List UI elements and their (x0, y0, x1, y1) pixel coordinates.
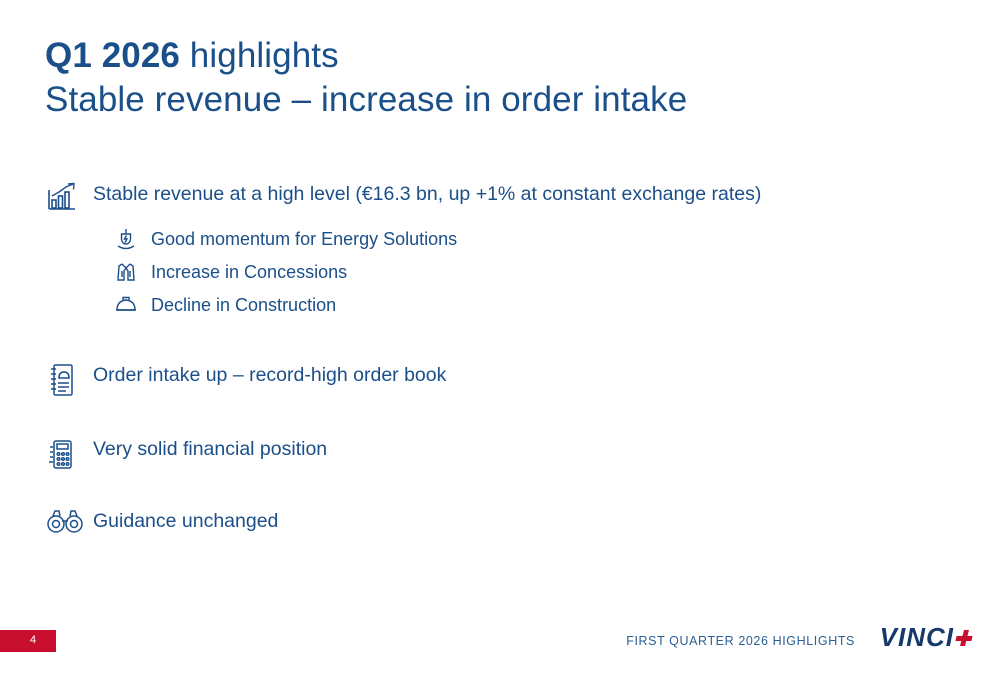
list-item-label: Good momentum for Energy Solutions (151, 229, 458, 249)
list-item-label: Order intake up – record-high order book (93, 364, 447, 386)
title-line-1 (45, 34, 945, 78)
list-item (45, 433, 955, 473)
page-number: 4 (30, 634, 37, 646)
list-item (45, 359, 955, 399)
vinci-logo (880, 622, 972, 653)
calculator-icon (45, 433, 93, 473)
energy-plug-icon (113, 226, 151, 252)
binoculars-icon (45, 505, 93, 537)
title-rest: highlights (179, 36, 339, 75)
list-item (113, 292, 955, 318)
bar-chart-growth-icon (45, 178, 93, 214)
list-item-label: Guidance unchanged (93, 510, 279, 532)
safety-vest-icon (113, 259, 151, 285)
list-item-label: Increase in Concessions (151, 262, 348, 282)
list-item-label: Decline in Construction (151, 295, 337, 315)
hard-hat-icon (113, 292, 151, 318)
list-item (45, 178, 955, 214)
logo-cross-icon (956, 630, 972, 646)
list-item (45, 505, 955, 537)
list-item-label: Stable revenue at a high level (€16.3 bn, up +1% at constant exchange rates) (93, 183, 762, 205)
bullet-list (45, 178, 955, 537)
list-item-label: Very solid financial position (93, 438, 328, 460)
order-book-icon (45, 359, 93, 399)
logo-text: VINCI (879, 622, 954, 652)
title-highlight: Q1 2026 (45, 36, 180, 75)
list-item (113, 259, 955, 285)
footer-accent-bar (0, 630, 56, 652)
page-title (45, 34, 945, 122)
sub-bullet-list (113, 226, 955, 318)
list-item (113, 226, 955, 252)
title-line-2: Stable revenue – increase in order intake (45, 80, 688, 119)
footer-title: FIRST QUARTER 2026 HIGHLIGHTS (626, 634, 855, 648)
